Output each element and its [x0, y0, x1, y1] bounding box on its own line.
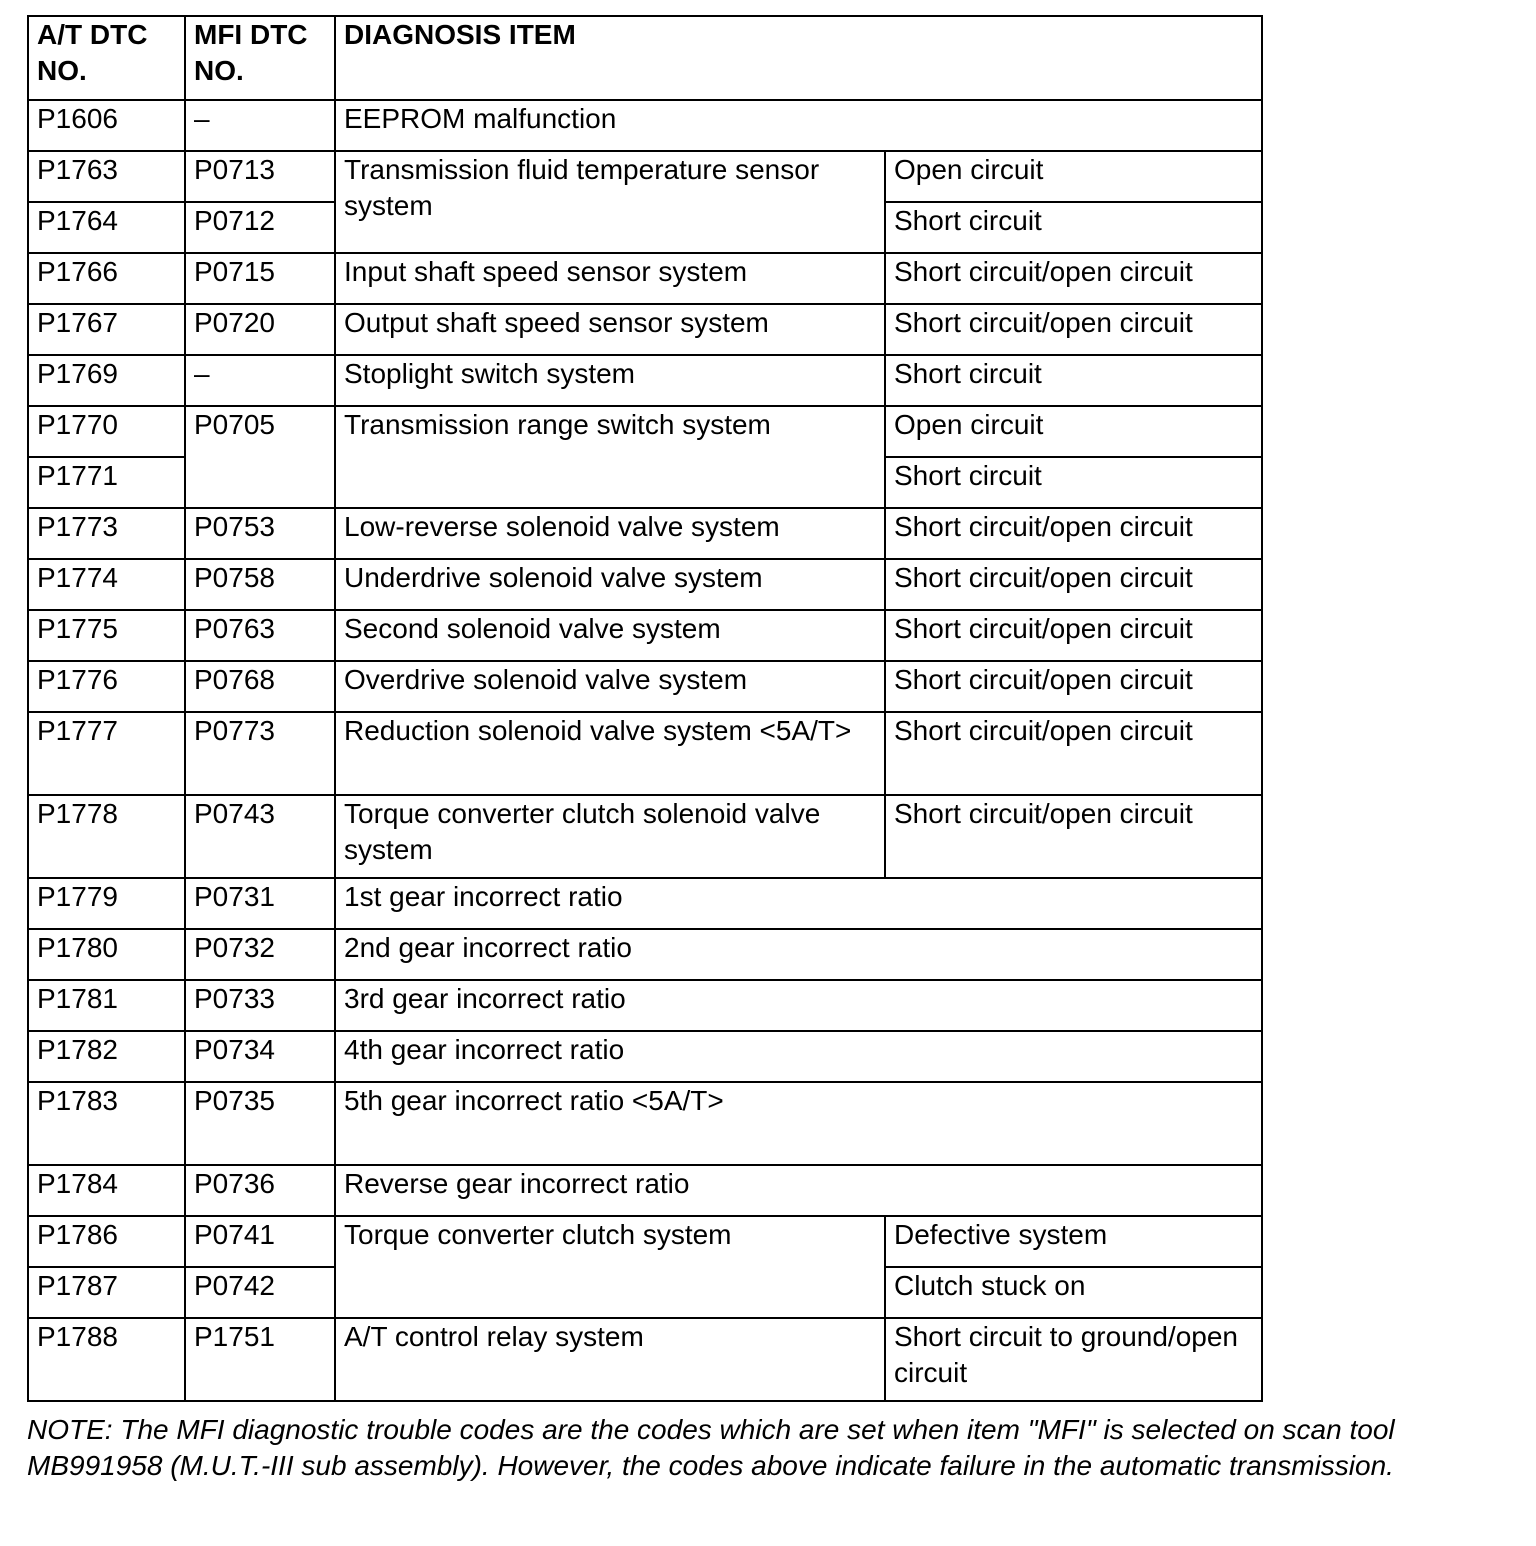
mfi-dtc-cell: P0733: [185, 980, 335, 1031]
at-dtc-cell: P1780: [28, 929, 185, 980]
mfi-dtc-cell: P0768: [185, 661, 335, 712]
mfi-dtc-cell: P0715: [185, 253, 335, 304]
diagnosis-detail-cell: Clutch stuck on: [885, 1267, 1262, 1318]
mfi-dtc-cell: P0705: [185, 406, 335, 508]
footnote: NOTE: The MFI diagnostic trouble codes are the codes which are set when item "MFI" is selected on scan tool MB991958 (M.U.T.-III sub assembly). However, the codes above indicate failure in the automatic transmission.: [27, 1414, 1395, 1481]
mfi-dtc-cell: P0743: [185, 795, 335, 878]
at-dtc-cell: P1764: [28, 202, 185, 253]
dtc-table: [27, 15, 1263, 1402]
table-row: [28, 559, 1262, 610]
at-dtc-cell: P1778: [28, 795, 185, 878]
header-diagnosis-item: DIAGNOSIS ITEM: [335, 16, 1262, 100]
diagnosis-detail-cell: Short circuit/open circuit: [885, 559, 1262, 610]
diagnosis-item-cell: EEPROM malfunction: [335, 100, 1262, 151]
mfi-dtc-cell: P0734: [185, 1031, 335, 1082]
table-row: [28, 1318, 1262, 1401]
table-row: [28, 795, 1262, 878]
mfi-dtc-cell: P0742: [185, 1267, 335, 1318]
diagnosis-item-cell: Underdrive solenoid valve system: [335, 559, 885, 610]
at-dtc-cell: P1770: [28, 406, 185, 457]
diagnosis-item-cell: Input shaft speed sensor system: [335, 253, 885, 304]
table-row: [28, 100, 1262, 151]
at-dtc-cell: P1784: [28, 1165, 185, 1216]
at-dtc-cell: P1774: [28, 559, 185, 610]
mfi-dtc-cell: –: [185, 100, 335, 151]
table-row: [28, 980, 1262, 1031]
mfi-dtc-cell: P1751: [185, 1318, 335, 1401]
diagnosis-item-cell: Second solenoid valve system: [335, 610, 885, 661]
diagnosis-detail-cell: Short circuit: [885, 457, 1262, 508]
diagnosis-detail-cell: Short circuit/open circuit: [885, 795, 1262, 878]
at-dtc-cell: P1783: [28, 1082, 185, 1165]
diagnosis-item-cell: Reverse gear incorrect ratio: [335, 1165, 1262, 1216]
diagnosis-detail-cell: Short circuit/open circuit: [885, 610, 1262, 661]
mfi-dtc-cell: P0731: [185, 878, 335, 929]
diagnosis-detail-cell: Short circuit to ground/open circuit: [885, 1318, 1262, 1401]
at-dtc-cell: P1769: [28, 355, 185, 406]
diagnosis-item-cell: 1st gear incorrect ratio: [335, 878, 1262, 929]
table-row: [28, 610, 1262, 661]
mfi-dtc-cell: P0712: [185, 202, 335, 253]
header-at-dtc: A/T DTC NO.: [28, 16, 185, 100]
header-mfi-dtc: MFI DTC NO.: [185, 16, 335, 100]
table-row: [28, 878, 1262, 929]
diagnosis-item-cell: 5th gear incorrect ratio <5A/T>: [335, 1082, 1262, 1165]
diagnosis-detail-cell: Short circuit: [885, 355, 1262, 406]
table-row: [28, 1082, 1262, 1165]
diagnosis-detail-cell: Short circuit/open circuit: [885, 304, 1262, 355]
diagnosis-item-cell: Output shaft speed sensor system: [335, 304, 885, 355]
table-row: [28, 508, 1262, 559]
diagnosis-item-cell: Stoplight switch system: [335, 355, 885, 406]
diagnosis-detail-cell: Short circuit/open circuit: [885, 253, 1262, 304]
mfi-dtc-cell: P0732: [185, 929, 335, 980]
diagnosis-item-cell: Low-reverse solenoid valve system: [335, 508, 885, 559]
diagnosis-detail-cell: Defective system: [885, 1216, 1262, 1267]
diagnosis-detail-cell: Short circuit/open circuit: [885, 712, 1262, 795]
table-row: [28, 304, 1262, 355]
header-row: [28, 16, 1262, 100]
diagnosis-item-cell: A/T control relay system: [335, 1318, 885, 1401]
at-dtc-cell: P1763: [28, 151, 185, 202]
table-row: [28, 661, 1262, 712]
at-dtc-cell: P1775: [28, 610, 185, 661]
mfi-dtc-cell: P0735: [185, 1082, 335, 1165]
diagnosis-detail-cell: Open circuit: [885, 406, 1262, 457]
at-dtc-cell: P1606: [28, 100, 185, 151]
table-row: [28, 253, 1262, 304]
table-row: [28, 929, 1262, 980]
mfi-dtc-cell: P0773: [185, 712, 335, 795]
at-dtc-cell: P1786: [28, 1216, 185, 1267]
diagnosis-item-cell: Transmission range switch system: [335, 406, 885, 508]
diagnosis-detail-cell: Short circuit/open circuit: [885, 508, 1262, 559]
diagnosis-item-cell: Transmission fluid temperature sensor system: [335, 151, 885, 253]
mfi-dtc-cell: P0713: [185, 151, 335, 202]
diagnosis-item-cell: 2nd gear incorrect ratio: [335, 929, 1262, 980]
mfi-dtc-cell: P0758: [185, 559, 335, 610]
mfi-dtc-cell: P0763: [185, 610, 335, 661]
at-dtc-cell: P1773: [28, 508, 185, 559]
table-row: [28, 406, 1262, 457]
table-row: [28, 1216, 1262, 1267]
at-dtc-cell: P1766: [28, 253, 185, 304]
at-dtc-cell: P1781: [28, 980, 185, 1031]
diagnosis-item-cell: 4th gear incorrect ratio: [335, 1031, 1262, 1082]
mfi-dtc-cell: P0741: [185, 1216, 335, 1267]
at-dtc-cell: P1777: [28, 712, 185, 795]
at-dtc-cell: P1782: [28, 1031, 185, 1082]
diagnosis-detail-cell: Short circuit: [885, 202, 1262, 253]
at-dtc-cell: P1771: [28, 457, 185, 508]
diagnosis-item-cell: Overdrive solenoid valve system: [335, 661, 885, 712]
diagnosis-item-cell: Reduction solenoid valve system <5A/T>: [335, 712, 885, 795]
table-row: [28, 151, 1262, 202]
diagnosis-detail-cell: Short circuit/open circuit: [885, 661, 1262, 712]
at-dtc-cell: P1779: [28, 878, 185, 929]
mfi-dtc-cell: P0720: [185, 304, 335, 355]
mfi-dtc-cell: P0736: [185, 1165, 335, 1216]
at-dtc-cell: P1788: [28, 1318, 185, 1401]
table-row: [28, 1031, 1262, 1082]
diagnosis-item-cell: 3rd gear incorrect ratio: [335, 980, 1262, 1031]
table-row: [28, 712, 1262, 795]
diagnosis-item-cell: Torque converter clutch system: [335, 1216, 885, 1318]
mfi-dtc-cell: –: [185, 355, 335, 406]
table-row: [28, 355, 1262, 406]
at-dtc-cell: P1776: [28, 661, 185, 712]
table-row: [28, 1165, 1262, 1216]
diagnosis-detail-cell: Open circuit: [885, 151, 1262, 202]
at-dtc-cell: P1787: [28, 1267, 185, 1318]
diagnosis-item-cell: Torque converter clutch solenoid valve system: [335, 795, 885, 878]
at-dtc-cell: P1767: [28, 304, 185, 355]
mfi-dtc-cell: P0753: [185, 508, 335, 559]
